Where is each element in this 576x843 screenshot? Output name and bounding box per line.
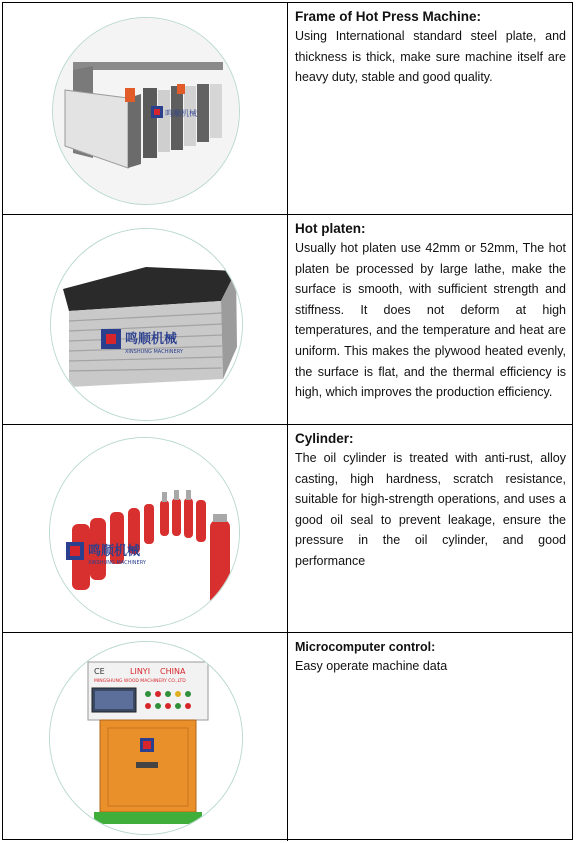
text-cell [288,3,572,214]
row-heading: Frame of Hot Press Machine: [295,9,482,24]
svg-text:XINSHUNG MACHINERY: XINSHUNG MACHINERY [88,560,146,566]
press-frame-photo [52,17,240,205]
oil-cylinder-photo [49,437,240,628]
control-cabinet-photo [49,641,243,835]
svg-text:鸣顺机械: 鸣顺机械 [125,332,178,347]
row-description: Using International standard steel plate, and thickness is thick, make sure machine itself are heavy duty, stable and good quality. [295,29,566,85]
row-description: Easy operate machine data [295,659,448,673]
svg-text:XINSHUNG MACHINERY: XINSHUNG MACHINERY [125,349,183,355]
image-cell [3,425,288,632]
brand-logo-icon [140,738,154,752]
row-heading: Microcomputer control: [295,640,436,654]
table-row-frame [3,3,572,215]
text-cell [288,425,572,632]
table-row-cylinder [3,425,572,633]
table-row-control [3,633,572,841]
image-cell [3,633,288,841]
text-cell [288,215,572,424]
svg-text:鸣顺机械: 鸣顺机械 [88,544,141,559]
text-cell [288,633,572,841]
svg-text:鸣顺机械: 鸣顺机械 [165,109,197,118]
row-description: The oil cylinder is treated with anti-rust, alloy casting, high hardness, scratch resistance, suitable for high-strength operations, and uses a good oil seal to prevent leakage, ensure the pressure in the oil cylinder, and good performance [295,451,566,568]
row-heading: Hot platen: [295,221,366,236]
row-heading: Cylinder: [295,431,354,446]
svg-text:CE: CE [94,667,105,676]
svg-text:CHINA: CHINA [160,667,186,676]
image-cell [3,215,288,424]
image-cell [3,3,288,214]
row-description: Usually hot platen use 42mm or 52mm, The hot platen be processed by large lathe, make the surface is smooth, with sufficient strength and stiffness. It does not deform at high temperatures, and the temperature and heat are uniform. This makes the plywood heated evenly, the surface is flat, and the thermal efficiency is high, which improves the production efficiency. [295,241,566,400]
hot-platen-photo [50,228,243,421]
svg-text:LINYI: LINYI [130,667,151,676]
svg-text:MINGSHUNG WOOD MACHINERY CO.,L: MINGSHUNG WOOD MACHINERY CO.,LTD [94,679,186,684]
spec-table [2,2,573,840]
table-row-platen [3,215,572,425]
